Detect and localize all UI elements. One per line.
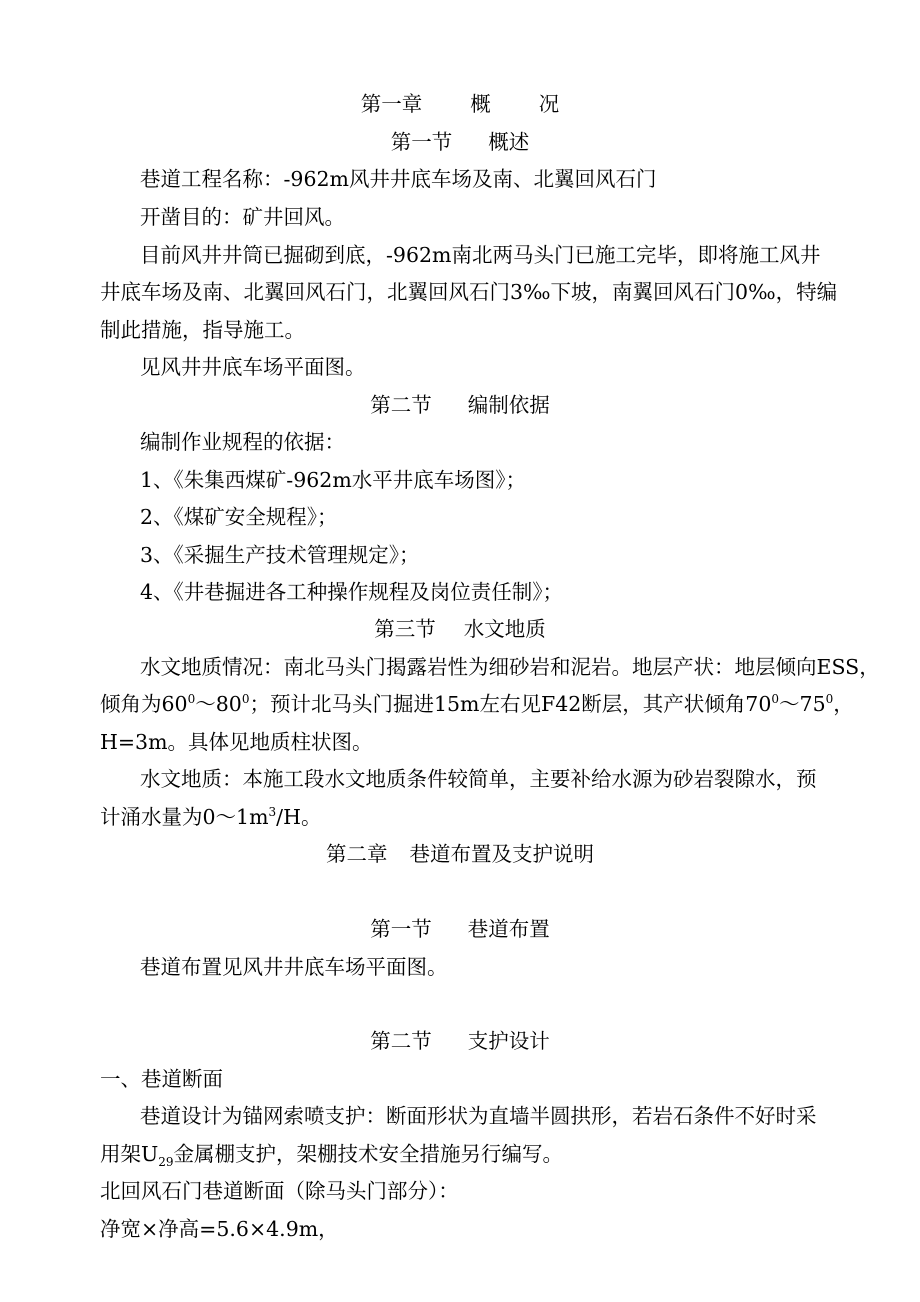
text: 用架U <box>100 1142 159 1166</box>
paragraph-line: 制此措施，指导施工。 <box>100 318 305 342</box>
text: 倾角为60 <box>100 692 188 716</box>
text: /H。 <box>276 805 322 829</box>
text: ， <box>833 692 854 716</box>
section-2-1-heading <box>0 915 920 943</box>
section-number: 第一节 <box>390 130 453 154</box>
paragraph: 开凿目的：矿井回风。 <box>140 205 345 229</box>
paragraph-line <box>100 803 321 831</box>
paragraph: 见风井井底车场平面图。 <box>140 355 366 379</box>
section-title: 支护设计 <box>467 1029 550 1053</box>
paragraph-line <box>100 690 854 718</box>
section-number: 第一节 <box>370 917 432 941</box>
section-number: 第三节 <box>374 617 436 641</box>
text: ；预计北马头门掘进15m左右见F42断层，其产状倾角70 <box>249 692 772 716</box>
chapter-number: 第一章 <box>360 92 423 116</box>
chapter-number: 第二章 <box>326 842 388 866</box>
reference-item: 1、《朱集西煤矿-962m水平井底车场图》； <box>140 468 527 492</box>
paragraph-line: 水文地质情况：南北马头门揭露岩性为细砂岩和泥岩。地层产状：地层倾向ESS， <box>140 655 880 679</box>
paragraph-line: H=3m。具体见地质柱状图。 <box>100 730 373 754</box>
reference-item: 3、《采掘生产技术管理规定》； <box>140 543 420 567</box>
chapter-2-heading <box>0 840 920 868</box>
chapter-title-char: 概 <box>470 92 491 116</box>
section-title: 概述 <box>488 130 530 154</box>
section-number: 第二节 <box>370 1029 432 1053</box>
paragraph: 净宽×净高=5.6×4.9m， <box>100 1217 339 1241</box>
paragraph-line: 井底车场及南、北翼回风石门，北翼回风石门3‰下坡，南翼回风石门0‰，特编 <box>100 280 838 304</box>
section-title: 编制依据 <box>467 393 550 417</box>
section-title: 水文地质 <box>463 617 546 641</box>
reference-item: 4、《井巷掘进各工种操作规程及岗位责任制》； <box>140 580 564 604</box>
text: 金属棚支护，架棚技术安全措施另行编写。 <box>173 1142 564 1166</box>
degree-mark: 0 <box>187 692 196 707</box>
section-1-1-heading <box>0 128 920 156</box>
chapter-title: 巷道布置及支护说明 <box>409 842 594 866</box>
paragraph-line: 水文地质：本施工段水文地质条件较简单，主要补给水源为砂岩裂隙水，预 <box>140 767 817 791</box>
paragraph: 编制作业规程的依据： <box>140 430 345 454</box>
section-2-2-heading <box>0 1027 920 1055</box>
list-heading: 一、巷道断面 <box>100 1067 223 1091</box>
paragraph-line: 目前风井井筒已掘砌到底，-962m南北两马头门已施工完毕，即将施工风井 <box>140 243 821 267</box>
section-number: 第二节 <box>370 393 432 417</box>
paragraph-line: 巷道设计为锚网索喷支护：断面形状为直墙半圆拱形，若岩石条件不好时采 <box>140 1104 817 1128</box>
paragraph: 巷道布置见风井井底车场平面图。 <box>140 955 448 979</box>
paragraph-line <box>100 1140 563 1168</box>
chapter-title-char: 况 <box>538 92 560 116</box>
text: 计涌水量为0～1m <box>100 805 269 829</box>
paragraph: 北回风石门巷道断面（除马头门部分）： <box>100 1179 459 1203</box>
section-1-2-heading <box>0 391 920 419</box>
paragraph: 巷道工程名称：-962m风井井底车场及南、北翼回风石门 <box>140 167 657 191</box>
text: ～75 <box>779 692 826 716</box>
subscript: 29 <box>158 1155 174 1170</box>
degree-mark: 0 <box>241 692 250 707</box>
text: ～80 <box>195 692 242 716</box>
degree-mark: 0 <box>825 692 834 707</box>
section-title: 巷道布置 <box>467 917 550 941</box>
degree-mark: 0 <box>771 692 780 707</box>
reference-item: 2、《煤矿安全规程》； <box>140 505 338 529</box>
superscript: 3 <box>268 805 277 820</box>
section-1-3-heading <box>0 615 920 643</box>
chapter-1-heading <box>0 90 920 118</box>
